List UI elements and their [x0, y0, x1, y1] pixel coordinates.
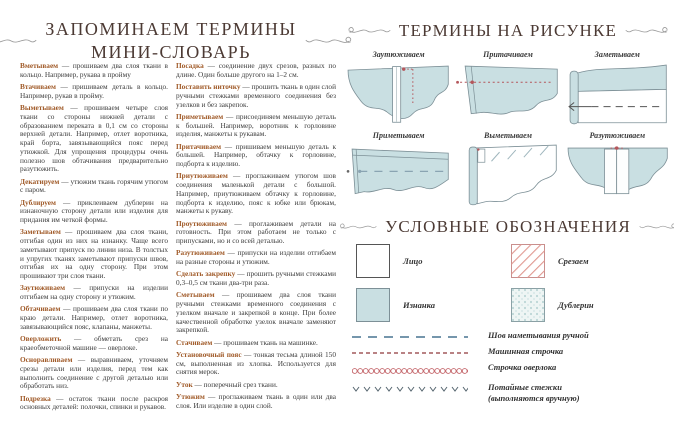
legend-title: УСЛОВНЫЕ ОБОЗНАЧЕНИЯ	[385, 217, 631, 236]
legend-item-face	[356, 244, 511, 278]
dictionary-entry	[176, 83, 336, 109]
term: Приутюживаем	[176, 171, 228, 181]
diagram-pritachivaem	[455, 50, 560, 128]
term-definition: — припуски на изделии отгибаем на разные стороны и утюжим.	[176, 248, 336, 266]
right-page-title: ТЕРМИНЫ НА РИСУНКЕ	[398, 21, 618, 40]
term: Сделать закрепку	[176, 269, 236, 279]
dictionary-entry	[20, 395, 168, 413]
dictionary-entry	[176, 113, 336, 139]
fabric-diagram-edge-baste	[455, 142, 560, 209]
dictionary-column-1	[20, 62, 168, 416]
flourish-icon	[345, 24, 391, 38]
term-definition: — прошиваем два слоя ткани, отгибая один из них на изнанку. Чаще всего заметывают припуск по линии низа. В толстых и упругих тканях заметывают припуски швов, отгибая их на одну сторону. При этом прошивают три слоя ткани.	[20, 227, 168, 280]
diagram-label: Притачиваем	[483, 50, 533, 59]
machine-stitch-line-icon	[352, 349, 468, 357]
term: Притачиваем	[176, 141, 222, 151]
term: Установочный пояс	[176, 349, 242, 359]
diagram-label: Приметываем	[372, 130, 425, 140]
hand-basting-line-icon	[352, 333, 468, 341]
dictionary-entry	[20, 356, 168, 391]
dictionary-columns	[20, 62, 336, 416]
dictionary-entry	[176, 381, 336, 390]
legend-line-machine-stitch	[352, 346, 668, 357]
term-definition: — выравниваем, уточняем срезы детали или изделия, перед тем как выполнить соединение с другой деталью или обработать низ.	[20, 355, 168, 391]
fabric-diagram-press-open	[565, 142, 670, 209]
dictionary-entry	[20, 228, 168, 281]
term-definition: — обметать срез на краеобметочной машине — оверлоке.	[20, 334, 168, 352]
diagram-label: Заметываем	[594, 50, 640, 59]
term: Вметываем	[20, 61, 59, 70]
dictionary-entry	[20, 335, 168, 353]
dictionary-entry	[176, 270, 336, 288]
dictionary-entry	[176, 249, 336, 267]
flourish-icon	[639, 220, 674, 234]
term-definition: — проглаживаем ткань в один или два слоя. Или изделие в один слой.	[176, 391, 336, 410]
term-definition: — остаток ткани после раскроя основных деталей: полочки, спинки и рукавов.	[20, 393, 168, 412]
swatch-label: Дублерин	[558, 300, 594, 310]
term-definition: — прошиваем четыре слоя ткани со стороны нижней детали с образованием переката в 0,1 см со стороны верхней детали. Например, отлет воротника, край борта, завязывающийся пояс перед утюжкой. Для упрощения процедуры очень полезно шов обтачивания предварительно разутюжить.	[20, 103, 168, 174]
diagram-zautyuzhivaem	[346, 50, 451, 128]
swatch-face-icon	[356, 244, 390, 278]
term-definition: — прошить ручными стежками 0,3–0,5 см ткани два-три раза.	[176, 269, 336, 287]
dictionary-entry	[176, 172, 336, 216]
term-definition: — тонкая тесьма длиной 150 см, выполненная из хлопка. Используется для снятия мерок.	[176, 349, 336, 377]
legend-line-overlock	[352, 362, 668, 377]
page-title-line1: ЗАПОМИНАЕМ ТЕРМИНЫ	[45, 19, 297, 39]
term: Втачиваем	[20, 82, 57, 91]
term-definition: — прошить ткань в один слой ручными стежками временного соединения без узелков и без закрепок.	[176, 82, 336, 109]
dictionary-entry	[176, 393, 336, 411]
term: Посадка	[176, 61, 204, 70]
diagram-zametyvaem	[565, 50, 670, 128]
dictionary-entry	[176, 220, 336, 246]
term: Стачиваем	[176, 337, 213, 347]
term: Приметываем	[176, 111, 224, 121]
legend-stitch-lines	[352, 330, 668, 408]
diagram-razutyuzhivaem	[565, 131, 670, 209]
term-definition: — соединение двух срезов, разных по длине. Один больше другого на 1–2 см.	[176, 61, 336, 79]
swatch-label: Изнанка	[403, 300, 435, 310]
term-definition: — прошиваем два слоя ткани по краю детали. Например, отлет воротника, завязывающийся пояс, клапаны, манжеты.	[20, 304, 168, 331]
fabric-diagram-baste-small-to-big	[346, 142, 451, 209]
diagram-vymetyvaem	[455, 131, 560, 209]
term: Утюжим	[176, 391, 205, 401]
diagram-grid	[346, 50, 670, 209]
overlock-stitch-line-icon	[352, 365, 468, 377]
line-label: Машинная строчка	[488, 346, 564, 356]
diagram-label: Выметываем	[484, 130, 532, 140]
term-definition: — прошиваем ткань на машинке.	[212, 337, 318, 347]
term-definition: — пришиваем деталь в кольцо. Например, рукав в пройму.	[20, 82, 168, 100]
term: Оверложить	[20, 334, 62, 343]
diagram-primetyvaem	[346, 131, 451, 209]
diagram-label: Заутюживаем	[372, 50, 425, 59]
fabric-diagram-baste-hem	[565, 61, 670, 128]
line-label: Шов наметывания ручной	[488, 330, 589, 340]
left-page-header	[0, 18, 342, 63]
dictionary-entry	[176, 291, 336, 335]
dictionary-column-2	[176, 62, 336, 416]
term: Поставить ниточку	[176, 82, 241, 91]
flourish-icon	[337, 220, 377, 234]
dictionary-entry	[176, 143, 336, 169]
legend-item-wrong-side	[356, 288, 511, 322]
term-definition: — проглаживаем утюгом шов соединения маленькой детали с большой. Например, приутюживаем обтачку к горловине, подборта к изделию, пояс к юбке или брюкам, манжеты к рукаву.	[176, 171, 336, 216]
fabric-diagram-stitch-small-to-big	[455, 61, 560, 128]
term-definition: — поперечный срез ткани.	[192, 379, 278, 389]
line-label: Строчка оверлока	[488, 362, 557, 372]
legend-item-cut	[511, 244, 666, 278]
swatch-cut-icon	[511, 244, 545, 278]
term: Обтачиваем	[20, 304, 61, 314]
dictionary-entry	[20, 104, 168, 174]
term: Уток	[176, 379, 193, 389]
legend-line-hand-basting	[352, 330, 668, 341]
swatch-label: Лицо	[403, 256, 423, 266]
term: Сметываем	[176, 290, 215, 300]
term: Дублируем	[20, 197, 56, 207]
dictionary-entry	[176, 339, 336, 348]
hidden-stitches-line-icon	[352, 385, 468, 394]
term-definition: — прошиваем два слоя ткани ручными стежками временного соединения с узелком вначале и закрепкой в конце. При более качественной обработке узелок вначале заменяют закрепкой.	[176, 290, 336, 335]
term: Осноравливаем	[20, 355, 73, 364]
dictionary-entry	[20, 305, 168, 331]
fabric-diagram-press-to-one-side	[346, 61, 451, 128]
right-page-header	[342, 20, 674, 41]
legend-line-hidden-stitches	[352, 382, 668, 403]
diagram-label: Разутюживаем	[589, 130, 646, 140]
term-definition: — припуски на изделии отгибаем на одну сторону и утюжим.	[20, 283, 168, 301]
term-definition: — проглаживаем детали на готовность. При этом работаем не только с припусками, но и со всей деталью.	[176, 218, 336, 245]
dictionary-entry	[176, 62, 336, 80]
term: Выметываем	[20, 103, 64, 112]
term-definition: — пришиваем меньшую деталь к большей. Например, обтачку к горловине, подборта к изделию.	[176, 141, 336, 168]
term: Заметываем	[20, 227, 61, 237]
right-page	[342, 0, 674, 421]
term: Декатируем	[20, 176, 60, 186]
swatch-wrong-side-icon	[356, 288, 390, 322]
dictionary-entry	[20, 62, 168, 80]
term: Заутюживаем	[20, 283, 66, 293]
term: Разутюживаем	[176, 248, 225, 258]
left-page-title	[45, 18, 296, 63]
legend-header	[342, 216, 674, 237]
dictionary-entry	[20, 284, 168, 302]
flourish-icon	[625, 24, 671, 38]
term-definition: — приклеиваем дублерин на изнаночную сторону детали или изделия для придания им четкой формы.	[20, 197, 168, 224]
term: Проутюживаем	[176, 218, 228, 228]
term-definition: — утюжим ткань горячим утюгом с паром.	[20, 176, 168, 195]
dictionary-entry	[176, 351, 336, 377]
page-title-line2: МИНИ-СЛОВАРЬ	[91, 41, 251, 62]
dictionary-entry	[20, 199, 168, 225]
flourish-icon	[0, 34, 37, 48]
line-label: Потайные стежки (выполняются вручную)	[488, 382, 580, 403]
legend-item-interfacing	[511, 288, 666, 322]
dictionary-entry	[20, 83, 168, 101]
dictionary-entry	[20, 178, 168, 196]
swatch-interfacing-icon	[511, 288, 545, 322]
term-definition: — прошиваем два слоя ткани в кольцо. Например, рукава в пройму	[20, 61, 168, 79]
term-definition: — присоединяем меньшую деталь к большей. Например, воротник к горловине изделия, манжеты к рукавам.	[176, 111, 336, 139]
legend-swatches	[356, 244, 666, 322]
term: Подрезка	[20, 393, 51, 403]
swatch-label: Срезаем	[558, 256, 589, 266]
